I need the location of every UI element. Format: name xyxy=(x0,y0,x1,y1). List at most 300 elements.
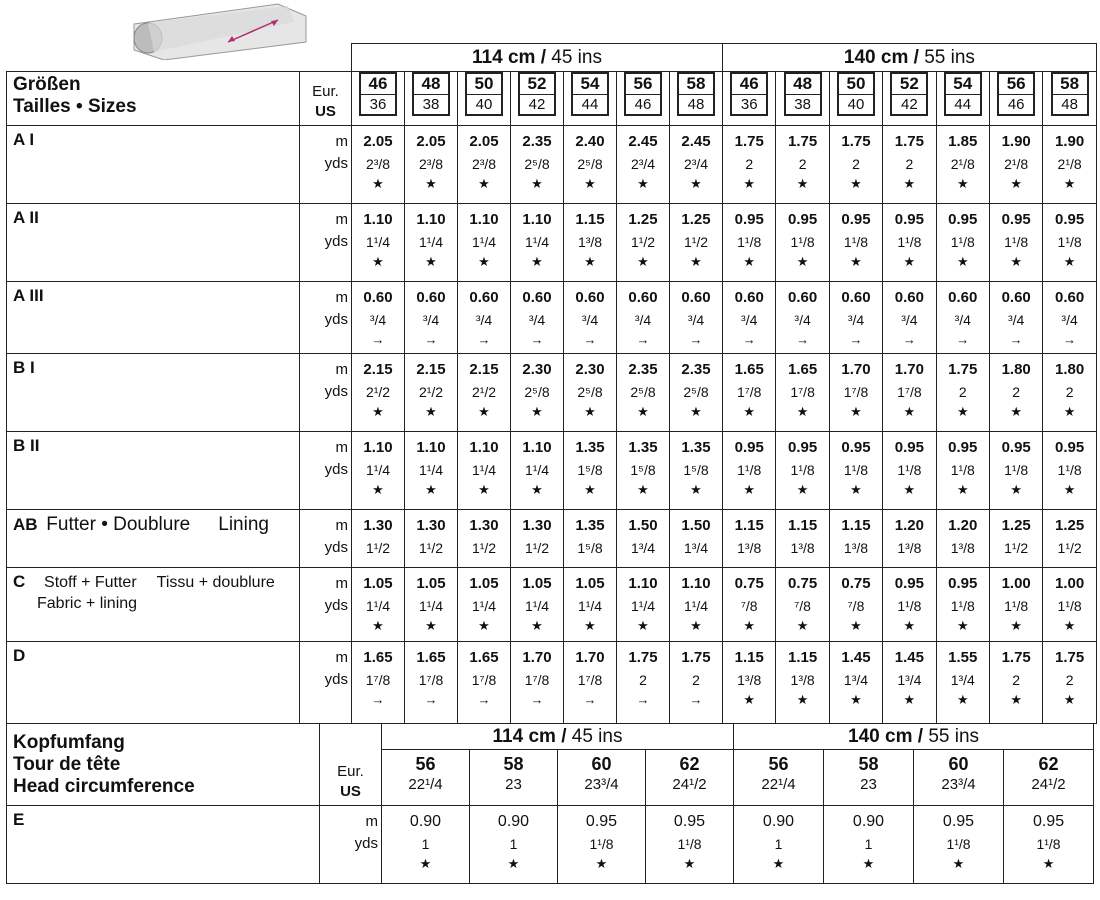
meters-value: 1.65 xyxy=(788,361,818,378)
head-yardage-cell xyxy=(824,806,914,884)
size-box xyxy=(677,72,715,116)
yardage-cell xyxy=(458,568,511,642)
meters-value: 1.25 xyxy=(681,211,711,228)
meters-value: 0.60 xyxy=(734,289,764,306)
yardage-cell xyxy=(511,568,564,642)
yardage-cell xyxy=(564,510,617,568)
head-width-group-114-ins: 45 ins xyxy=(571,725,623,747)
yardage-cell xyxy=(936,204,989,282)
yardage-cell xyxy=(936,642,989,724)
yardage-cell xyxy=(776,126,829,204)
fold-arrow-icon: → xyxy=(1009,332,1023,347)
fold-arrow-icon: → xyxy=(477,692,491,707)
yards-value: 1⁷/8 xyxy=(577,672,603,688)
star-icon: ★ xyxy=(478,404,490,419)
yards-value: 1¹/4 xyxy=(418,462,444,478)
star-icon: ★ xyxy=(372,618,384,633)
star-icon: ★ xyxy=(1010,482,1022,497)
yardage-cell xyxy=(564,568,617,642)
yards-value: ³/4 xyxy=(794,312,811,328)
yards-value: 1¹/8 xyxy=(950,598,975,614)
meters-value: 1.25 xyxy=(628,211,658,228)
star-icon: ★ xyxy=(1010,176,1022,191)
meters-value: 0.95 xyxy=(585,813,618,830)
meters-value: 2.35 xyxy=(522,133,552,150)
row-label xyxy=(7,568,300,642)
yards-value: 1³/8 xyxy=(897,540,922,556)
meters-value: 1.50 xyxy=(628,517,658,534)
yardage-cell xyxy=(1043,510,1096,568)
meters-value: 1.75 xyxy=(788,133,818,150)
eur-us-label xyxy=(300,72,352,126)
star-icon: ★ xyxy=(419,856,432,871)
yards-value: 1⁷/8 xyxy=(790,384,815,400)
yards-value: 1¹/4 xyxy=(365,462,391,478)
yards-value: 1⁵/8 xyxy=(577,462,603,478)
star-icon: ★ xyxy=(478,254,490,269)
star-icon: ★ xyxy=(743,692,756,707)
meters-value: 1.30 xyxy=(522,517,552,534)
star-icon: ★ xyxy=(425,482,437,497)
yardage-cell xyxy=(352,510,405,568)
meters-value: 0.60 xyxy=(1054,289,1085,306)
yardage-cell xyxy=(829,354,882,432)
yardage-cell xyxy=(989,432,1042,510)
unit-yds: yds xyxy=(324,461,348,478)
meters-value: 0.95 xyxy=(894,211,924,228)
meters-value: 1.20 xyxy=(948,517,978,534)
size-column-header xyxy=(458,72,511,126)
head-yardage-cell xyxy=(914,806,1004,884)
meters-value: 1.35 xyxy=(628,439,658,456)
meters-value: 1.10 xyxy=(416,211,446,228)
yardage-cell xyxy=(617,282,670,354)
yardage-cell xyxy=(723,282,776,354)
yards-value: 2 xyxy=(1065,672,1074,688)
size-box xyxy=(944,72,982,116)
fold-arrow-icon: → xyxy=(636,692,650,707)
yards-value: 1¹/8 xyxy=(1004,234,1029,250)
size-us: 46 xyxy=(1007,96,1025,113)
yards-value: ³/4 xyxy=(847,312,865,328)
star-icon: ★ xyxy=(743,618,756,633)
star-icon: ★ xyxy=(1010,618,1022,633)
yards-value: 1¹/8 xyxy=(843,462,869,478)
star-icon: ★ xyxy=(531,618,543,633)
head-size-header xyxy=(470,750,558,806)
yardage-cell xyxy=(829,642,882,724)
meters-value: 0.75 xyxy=(734,575,764,592)
fold-arrow-icon: → xyxy=(689,692,703,707)
size-column-header xyxy=(989,72,1042,126)
meters-value: 1.15 xyxy=(734,649,764,666)
unit-m: m xyxy=(335,133,348,150)
star-icon: ★ xyxy=(956,254,969,269)
star-icon: ★ xyxy=(637,176,649,191)
meters-value: 0.95 xyxy=(894,439,924,456)
size-column-header xyxy=(617,72,670,126)
star-icon: ★ xyxy=(772,856,785,871)
star-icon: ★ xyxy=(531,176,543,191)
yardage-cell xyxy=(1043,642,1096,724)
meters-value: 2.05 xyxy=(363,133,393,150)
yards-value: 1¹/4 xyxy=(471,462,497,478)
meters-value: 1.65 xyxy=(469,649,499,666)
size-eur: 54 xyxy=(573,74,607,95)
yards-value: 1¹/8 xyxy=(1004,462,1029,478)
head-size-us: 24¹/2 xyxy=(1031,776,1066,793)
yards-value: ⁷/8 xyxy=(740,598,758,614)
yardage-row xyxy=(7,568,1097,642)
yardage-cell xyxy=(511,126,564,204)
star-icon: ★ xyxy=(1063,404,1076,419)
size-box xyxy=(359,72,397,116)
yardage-cell xyxy=(1043,282,1096,354)
yards-value: 2⁵/8 xyxy=(524,384,550,400)
size-header-row xyxy=(7,72,1097,126)
meters-value: 0.95 xyxy=(1032,813,1065,830)
yardage-cell xyxy=(670,568,723,642)
fold-arrow-icon: → xyxy=(902,332,916,347)
row-code: A III xyxy=(13,286,44,305)
size-column-header xyxy=(883,72,936,126)
yards-value: 1¹/2 xyxy=(1057,540,1082,556)
yards-value: 2 xyxy=(1012,384,1021,400)
meters-value: 0.60 xyxy=(575,289,605,306)
yardage-cell xyxy=(989,510,1042,568)
star-icon: ★ xyxy=(952,856,965,871)
meters-value: 1.15 xyxy=(734,517,764,534)
yards-value: 1¹/8 xyxy=(1057,234,1082,250)
yardage-cell xyxy=(458,126,511,204)
yardage-cell xyxy=(617,204,670,282)
yardage-cell xyxy=(352,642,405,724)
head-circumference-table xyxy=(6,723,1094,884)
yards-value: 2¹/8 xyxy=(1004,156,1029,172)
yards-value: 1¹/2 xyxy=(365,540,391,556)
head-size-us: 23³/4 xyxy=(584,776,619,793)
head-size-eur: 56 xyxy=(768,754,789,774)
meters-value: 0.60 xyxy=(628,289,658,306)
yards-value: 1¹/8 xyxy=(950,234,975,250)
star-icon: ★ xyxy=(584,482,596,497)
star-icon: ★ xyxy=(796,404,809,419)
row-code: B I xyxy=(13,358,35,377)
row-description: Futter • Doublure xyxy=(46,514,191,535)
yards-value: 1³/8 xyxy=(950,540,975,556)
star-icon: ★ xyxy=(850,482,862,497)
meters-value: 1.70 xyxy=(894,361,924,378)
yards-value: 1¹/8 xyxy=(897,462,922,478)
yardage-cell xyxy=(564,642,617,724)
eur-label: Eur. xyxy=(312,83,339,100)
star-icon: ★ xyxy=(478,176,490,191)
sizes-label xyxy=(7,72,300,126)
yardage-cell xyxy=(670,204,723,282)
yards-value: 2 xyxy=(745,156,754,172)
star-icon: ★ xyxy=(850,618,862,633)
meters-value: 1.25 xyxy=(1054,517,1085,534)
head-eur-us-label xyxy=(320,750,382,806)
yards-value: 2⁵/8 xyxy=(630,384,656,400)
yardage-cell xyxy=(352,432,405,510)
size-box xyxy=(890,72,928,116)
star-icon: ★ xyxy=(478,618,490,633)
yardage-cell xyxy=(989,126,1042,204)
star-icon: ★ xyxy=(1010,404,1022,419)
yardage-cell xyxy=(883,568,936,642)
size-column-header xyxy=(936,72,989,126)
meters-value: 2.15 xyxy=(363,361,393,378)
yards-value: 1¹/4 xyxy=(630,598,656,614)
yards-value: ³/4 xyxy=(741,312,758,328)
meters-value: 2.05 xyxy=(469,133,499,150)
star-icon: ★ xyxy=(690,176,702,191)
yards-value: 1¹/4 xyxy=(683,598,709,614)
fold-arrow-icon: → xyxy=(424,692,438,707)
yardage-cell xyxy=(883,204,936,282)
yards-value: 1⁵/8 xyxy=(683,462,709,478)
head-width-group-140-cm: 140 cm / xyxy=(848,725,924,747)
unit-label xyxy=(300,642,352,724)
meters-value: 0.95 xyxy=(841,439,871,456)
meters-value: 0.60 xyxy=(1001,289,1031,306)
head-yardage-cell xyxy=(734,806,824,884)
sizes-label-fr-en: Tailles • Sizes xyxy=(13,96,137,117)
yardage-cell xyxy=(936,126,989,204)
yards-value: 1¹/8 xyxy=(737,462,762,478)
meters-value: 1.65 xyxy=(363,649,393,666)
yards-value: ³/4 xyxy=(475,312,493,328)
star-icon: ★ xyxy=(584,254,596,269)
row-label xyxy=(7,126,300,204)
row-code: D xyxy=(13,646,26,665)
star-icon: ★ xyxy=(956,482,969,497)
star-icon: ★ xyxy=(1063,692,1076,707)
yards-value: 1¹/2 xyxy=(1004,540,1029,556)
unit-label xyxy=(300,204,352,282)
meters-value: 1.50 xyxy=(681,517,711,534)
head-yardage-cell xyxy=(1004,806,1094,884)
head-size-us: 22¹/4 xyxy=(408,776,443,793)
star-icon: ★ xyxy=(796,176,809,191)
size-box xyxy=(571,72,609,116)
meters-value: 0.90 xyxy=(762,813,795,830)
head-size-us: 23³/4 xyxy=(941,776,976,793)
yards-value: ³/4 xyxy=(422,312,440,328)
star-icon: ★ xyxy=(637,482,649,497)
meters-value: 1.75 xyxy=(681,649,711,666)
meters-value: 0.95 xyxy=(673,813,706,830)
star-icon: ★ xyxy=(372,254,384,269)
yardage-cell xyxy=(511,510,564,568)
meters-value: 1.45 xyxy=(894,649,924,666)
yards-value: 2³/4 xyxy=(683,156,709,172)
size-us: 38 xyxy=(422,96,440,113)
yardage-cell xyxy=(989,642,1042,724)
unit-label xyxy=(300,126,352,204)
meters-value: 1.75 xyxy=(1001,649,1031,666)
meters-value: 1.15 xyxy=(841,517,871,534)
unit-yds: yds xyxy=(324,539,348,556)
yards-value: 1⁷/8 xyxy=(843,384,869,400)
width-group-140-cm: 140 cm / xyxy=(843,46,919,68)
size-box xyxy=(465,72,503,116)
yardage-cell xyxy=(617,126,670,204)
yards-value: 1¹/4 xyxy=(471,234,497,250)
star-icon: ★ xyxy=(956,692,969,707)
meters-value: 1.15 xyxy=(788,517,818,534)
star-icon: ★ xyxy=(956,404,969,419)
meters-value: 1.85 xyxy=(948,133,978,150)
meters-value: 1.25 xyxy=(1001,517,1031,534)
size-us: 42 xyxy=(528,96,546,113)
yards-value: 2 xyxy=(798,156,807,172)
head-label-en: Head circumference xyxy=(13,776,195,797)
meters-value: 1.10 xyxy=(363,211,393,228)
star-icon: ★ xyxy=(425,254,437,269)
row-label xyxy=(7,806,320,884)
yards-value: 1¹/8 xyxy=(897,598,922,614)
meters-value: 1.35 xyxy=(681,439,711,456)
yardage-cell xyxy=(776,432,829,510)
yardage-cell xyxy=(352,126,405,204)
unit-label xyxy=(300,282,352,354)
head-yardage-cell xyxy=(470,806,558,884)
meters-value: 1.15 xyxy=(575,211,605,228)
yards-value: 1¹/2 xyxy=(418,540,444,556)
unit-m: m xyxy=(335,439,348,456)
row-label xyxy=(7,642,300,724)
head-size-header xyxy=(558,750,646,806)
meters-value: 1.00 xyxy=(1001,575,1031,592)
yards-value: 2 xyxy=(639,672,647,688)
yardage-cell xyxy=(829,282,882,354)
yards-value: ³/4 xyxy=(1061,312,1078,328)
unit-yds: yds xyxy=(324,383,348,400)
unit-m: m xyxy=(335,211,348,228)
head-size-eur: 62 xyxy=(1038,754,1059,774)
meters-value: 0.95 xyxy=(788,439,818,456)
meters-value: 2.45 xyxy=(681,133,711,150)
yardage-cell xyxy=(1043,204,1096,282)
head-width-group-140-ins: 55 ins xyxy=(928,725,980,747)
yards-value: 2¹/8 xyxy=(950,156,975,172)
meters-value: 1.00 xyxy=(1054,575,1085,592)
width-group-114-cm: 114 cm / xyxy=(472,46,546,68)
fold-arrow-icon: → xyxy=(530,332,544,347)
meters-value: 1.35 xyxy=(575,439,605,456)
meters-value: 1.10 xyxy=(469,439,499,456)
yardage-cell xyxy=(564,282,617,354)
width-group-114 xyxy=(352,44,723,72)
star-icon: ★ xyxy=(796,618,809,633)
yards-value: 1³/8 xyxy=(843,540,869,556)
yards-value: 2 xyxy=(905,156,914,172)
yards-value: 1⁷/8 xyxy=(365,672,391,688)
yardage-cell xyxy=(511,354,564,432)
size-column-header xyxy=(511,72,564,126)
yardage-cell xyxy=(829,510,882,568)
yards-value: 1³/4 xyxy=(897,672,922,688)
width-group-140 xyxy=(723,44,1097,72)
yardage-chart xyxy=(6,43,1094,884)
star-icon: ★ xyxy=(531,254,543,269)
size-box xyxy=(784,72,822,116)
meters-value: 1.75 xyxy=(734,133,764,150)
star-icon: ★ xyxy=(903,254,916,269)
size-box xyxy=(730,72,768,116)
yards-value: 1¹/8 xyxy=(897,234,922,250)
yardage-cell xyxy=(829,204,882,282)
row-code: A II xyxy=(13,208,39,227)
yardage-cell xyxy=(511,642,564,724)
yardage-cell xyxy=(883,354,936,432)
head-yardage-cell xyxy=(646,806,734,884)
yards-value: 1 xyxy=(864,836,873,852)
star-icon: ★ xyxy=(956,176,969,191)
head-size-header xyxy=(646,750,734,806)
star-icon: ★ xyxy=(743,404,756,419)
star-icon: ★ xyxy=(531,482,543,497)
size-eur: 50 xyxy=(839,74,873,95)
meters-value: 2.05 xyxy=(416,133,446,150)
star-icon: ★ xyxy=(1063,254,1076,269)
fold-arrow-icon: → xyxy=(583,332,597,347)
row-label xyxy=(7,354,300,432)
head-label-de: Kopfumfang xyxy=(13,732,125,753)
star-icon: ★ xyxy=(1010,254,1022,269)
yardage-cell xyxy=(511,204,564,282)
size-eur: 52 xyxy=(892,74,926,95)
fabric-requirements-table xyxy=(6,43,1097,724)
meters-value: 1.15 xyxy=(788,649,818,666)
unit-label xyxy=(300,510,352,568)
head-eur-label: Eur. xyxy=(337,763,364,780)
star-icon: ★ xyxy=(1063,482,1076,497)
yards-value: 2 xyxy=(852,156,860,172)
star-icon: ★ xyxy=(425,404,437,419)
meters-value: 1.80 xyxy=(1001,361,1031,378)
yardage-row xyxy=(7,642,1097,724)
size-box xyxy=(997,72,1035,116)
yardage-cell xyxy=(405,642,458,724)
star-icon: ★ xyxy=(796,692,809,707)
yardage-cell xyxy=(405,510,458,568)
row-code: C xyxy=(13,572,26,591)
yards-value: ⁷/8 xyxy=(847,598,865,614)
unit-yds: yds xyxy=(324,155,348,172)
meters-value: 1.05 xyxy=(363,575,393,592)
meters-value: 2.15 xyxy=(416,361,446,378)
fold-arrow-icon: → xyxy=(477,332,491,347)
yardage-cell xyxy=(1043,354,1096,432)
star-icon: ★ xyxy=(903,404,916,419)
meters-value: 1.05 xyxy=(416,575,446,592)
yards-value: 1¹/4 xyxy=(418,598,444,614)
yardage-cell xyxy=(723,354,776,432)
meters-value: 0.95 xyxy=(948,211,978,228)
fold-arrow-icon: → xyxy=(1063,332,1077,347)
yards-value: 1 xyxy=(774,836,783,852)
meters-value: 2.30 xyxy=(522,361,552,378)
yardage-cell xyxy=(352,354,405,432)
yardage-cell xyxy=(776,568,829,642)
star-icon: ★ xyxy=(1063,176,1076,191)
yardage-cell xyxy=(670,354,723,432)
yards-value: 1¹/8 xyxy=(790,234,815,250)
star-icon: ★ xyxy=(690,482,702,497)
